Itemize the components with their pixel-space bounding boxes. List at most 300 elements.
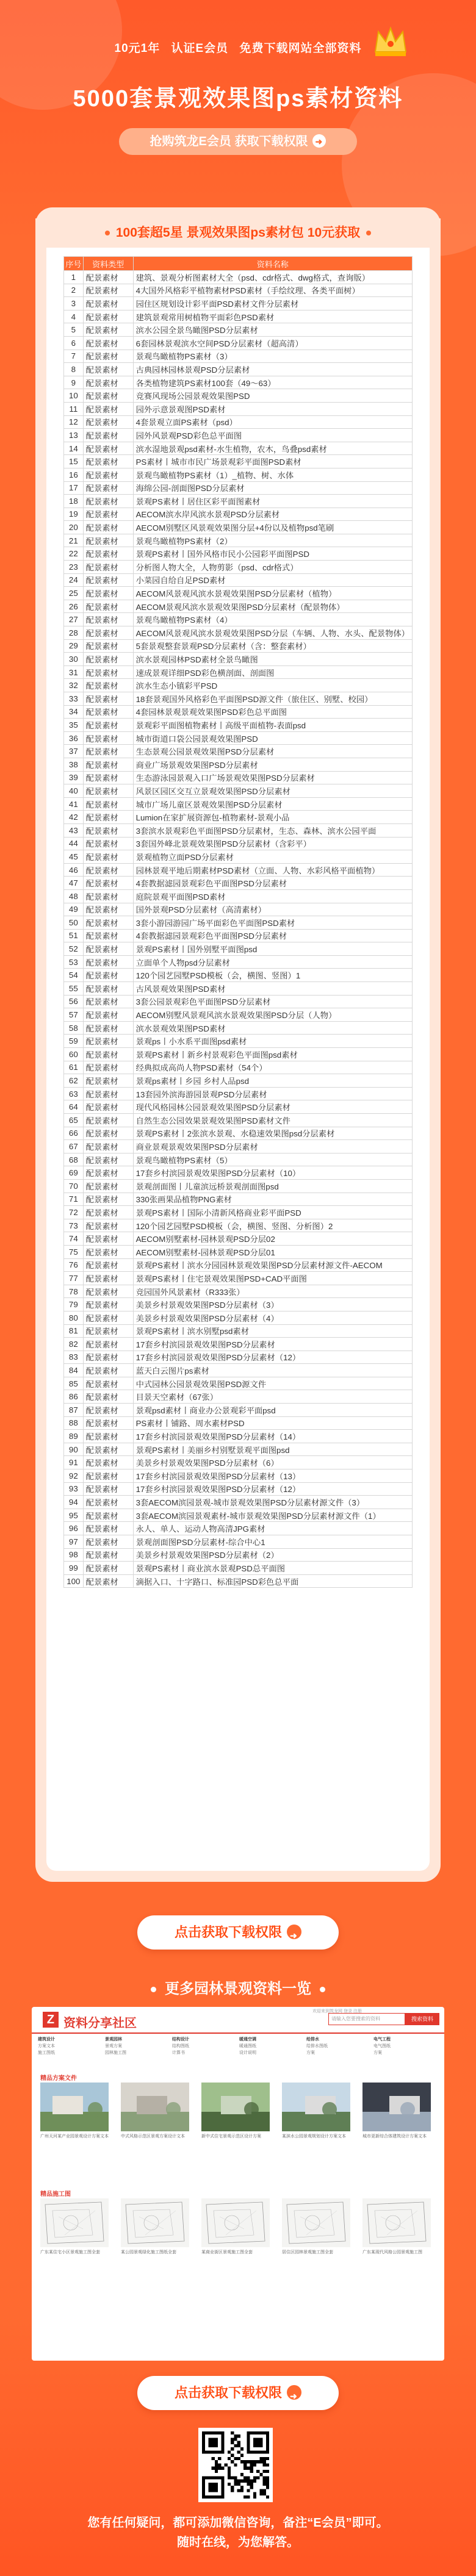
table-row xyxy=(64,1522,413,1535)
table-cell-name: AECOM滨水岸风滨水景观PSD分层素材 xyxy=(133,508,412,521)
table-row xyxy=(64,1574,413,1588)
table-body xyxy=(64,271,413,1588)
table-cell-index: 53 xyxy=(64,955,84,969)
site-nav-link[interactable]: 计算书 xyxy=(172,2051,185,2055)
table-cell-index: 62 xyxy=(64,1074,84,1088)
table-cell-type: 配景素材 xyxy=(83,1535,133,1549)
table-cell-name: 120个园艺园墅PSD模板（会，横图、竖图）1 xyxy=(133,969,412,982)
table-cell-type: 配景素材 xyxy=(83,1166,133,1180)
table-cell-type: 配景素材 xyxy=(83,1100,133,1114)
table-row xyxy=(64,1548,413,1562)
table-cell-index: 54 xyxy=(64,969,84,982)
site-search-button[interactable]: 搜索资料 xyxy=(405,2013,439,2025)
table-cell-type: 配景素材 xyxy=(83,1469,133,1483)
table-cell-index: 24 xyxy=(64,573,84,587)
table-row xyxy=(64,1404,413,1417)
table-cell-index: 29 xyxy=(64,639,84,653)
table-row xyxy=(64,336,413,350)
table-row xyxy=(64,1509,413,1522)
table-cell-name: 3套AECOM滨园景观素材-城市景观效果图PSD分层素材源文件（1） xyxy=(133,1509,412,1522)
table-cell-type: 配景素材 xyxy=(83,402,133,415)
table-cell-name: 景观鸟瞰植物PS素材（1）_植物、树、水体 xyxy=(133,468,412,481)
table-cell-name: 4套园林景观景观效果图PSD彩色总平面图 xyxy=(133,705,412,719)
site-nav-link[interactable]: 园林施工图 xyxy=(105,2051,126,2055)
table-cell-index: 80 xyxy=(64,1311,84,1324)
table-row xyxy=(64,363,413,376)
table-cell-name: 目景天空素材（67张） xyxy=(133,1390,412,1404)
table-cell-type: 配景素材 xyxy=(83,442,133,455)
table-row xyxy=(64,877,413,890)
hero-top-item: 认证E会员 xyxy=(171,42,229,55)
table-cell-index: 30 xyxy=(64,653,84,666)
table-cell-index: 31 xyxy=(64,666,84,679)
table-cell-name: 各类植物建筑PS素材100套（49～63） xyxy=(133,376,412,389)
table-cell-type: 配景素材 xyxy=(83,705,133,719)
table-row xyxy=(64,889,413,903)
table-row xyxy=(64,1324,413,1338)
table-row xyxy=(64,310,413,323)
table-cell-index: 3 xyxy=(64,297,84,310)
table-header-row xyxy=(64,257,413,271)
site-nav-link[interactable]: 景观方案 xyxy=(105,2044,122,2048)
table-cell-name: Lumion在家扩展资源包-植物素材-景观小品 xyxy=(133,811,412,824)
table-cell-index: 6 xyxy=(64,336,84,350)
project-thumbnail[interactable] xyxy=(362,2083,431,2131)
table-cell-type: 配景素材 xyxy=(83,1061,133,1074)
material-card-title-text: 100套超5星 景观效果图ps素材包 10元获取 xyxy=(115,226,361,240)
project-thumbnail[interactable] xyxy=(282,2083,350,2131)
table-cell-index: 37 xyxy=(64,745,84,758)
table-cell-type: 配景素材 xyxy=(83,731,133,745)
site-nav-column xyxy=(172,2036,233,2056)
arrow-right-icon xyxy=(287,2385,301,2400)
site-nav-column xyxy=(105,2036,166,2056)
table-cell-name: 17套乡村滨园景观效果图PSD分层素材（12） xyxy=(133,1351,412,1364)
table-cell-type: 配景素材 xyxy=(83,1272,133,1285)
table-cell-type: 配景素材 xyxy=(83,323,133,337)
drawing-thumbnail[interactable] xyxy=(362,2198,431,2247)
site-nav-link[interactable]: 方案 xyxy=(306,2051,315,2055)
thumbnail-caption[interactable]: 某公园景观绿化施工图纸全套 xyxy=(121,2250,176,2255)
table-cell-name: 17套乡村滨园景观效果图PSD分层素材（14） xyxy=(133,1430,412,1443)
table-cell-name: 景观PS素材丨居住区彩平面图素材 xyxy=(133,495,412,508)
table-cell-index: 49 xyxy=(64,903,84,916)
table-row xyxy=(64,784,413,798)
get-download-permission-button[interactable] xyxy=(137,1915,339,1950)
table-cell-name: 景观PS素材丨2张滨水景观、水稳速效果图psd分层素材 xyxy=(133,1127,412,1140)
table-cell-index: 43 xyxy=(64,823,84,837)
table-row xyxy=(64,495,413,508)
table-cell-type: 配景素材 xyxy=(83,1285,133,1298)
hero-buy-button[interactable] xyxy=(119,128,357,155)
table-cell-name: AECOM风景观风滨水景观效果图PSD分层（车辆、人物、水头、配景物体） xyxy=(133,626,412,640)
table-cell-index: 96 xyxy=(64,1522,84,1535)
table-cell-name: PS素材丨铺路、周水素材PSD xyxy=(133,1416,412,1430)
table-cell-index: 35 xyxy=(64,719,84,732)
table-row xyxy=(64,1496,413,1509)
table-row xyxy=(64,1298,413,1311)
table-row xyxy=(64,323,413,337)
table-row xyxy=(64,955,413,969)
table-row xyxy=(64,758,413,771)
table-cell-type: 配景素材 xyxy=(83,455,133,468)
table-cell-index: 42 xyxy=(64,811,84,824)
table-cell-index: 27 xyxy=(64,613,84,626)
table-cell-name: 园住区规划设计彩平面PSD素材文件分层素材 xyxy=(133,297,412,310)
footer-line: 您有任何疑问，都可添加微信咨询，备注“E会员”即可。 xyxy=(87,2516,389,2530)
table-cell-index: 68 xyxy=(64,1153,84,1166)
table-cell-name: 3套AECOM滨园景观-城市景观效果图PSD分层素材源文件（3） xyxy=(133,1496,412,1509)
table-row xyxy=(64,811,413,824)
table-cell-type: 配景素材 xyxy=(83,1496,133,1509)
table-row xyxy=(64,1364,413,1377)
table-cell-name: 美景乡村景观效果图PSD分层素材（2） xyxy=(133,1548,412,1562)
site-search-input[interactable]: 请输入您要搜索的资料 xyxy=(328,2013,405,2025)
project-thumbnail[interactable] xyxy=(121,2083,189,2131)
table-cell-type: 配景素材 xyxy=(83,653,133,666)
site-nav-heading[interactable]: 结构设计 xyxy=(172,2037,189,2042)
table-cell-type: 配景素材 xyxy=(83,1390,133,1404)
table-row xyxy=(64,797,413,811)
table-cell-name: 景观植物立面PSD分层素材 xyxy=(133,850,412,864)
table-cell-index: 56 xyxy=(64,995,84,1008)
table-cell-name: 生态景观公园景观效果图PSD分层素材 xyxy=(133,745,412,758)
table-cell-name: 现代风格园林公园景观效果图PSD分层素材 xyxy=(133,1100,412,1114)
drawing-thumbnail[interactable] xyxy=(282,2198,350,2247)
drawing-thumbnail[interactable] xyxy=(121,2198,189,2247)
table-cell-type: 配景素材 xyxy=(83,1153,133,1166)
table-cell-name: 3套小游园游园广场平面彩色平面图PSD素材 xyxy=(133,916,412,930)
table-row xyxy=(64,442,413,455)
site-nav-link[interactable]: 电气图纸 xyxy=(373,2044,391,2048)
table-row xyxy=(64,1311,413,1324)
table-cell-type: 配景素材 xyxy=(83,1258,133,1272)
site-logo-text: 资料分享社区 xyxy=(63,2017,137,2030)
table-cell-type: 配景素材 xyxy=(83,797,133,811)
table-row xyxy=(64,1035,413,1048)
dot-icon xyxy=(320,1987,325,1992)
table-cell-index: 61 xyxy=(64,1061,84,1074)
table-cell-index: 4 xyxy=(64,310,84,323)
table-cell-type: 配景素材 xyxy=(83,1482,133,1496)
footer-line: 随时在线，为您解答。 xyxy=(177,2536,299,2549)
table-cell-index: 67 xyxy=(64,1140,84,1153)
material-card-title xyxy=(35,218,441,248)
table-cell-index: 21 xyxy=(64,534,84,547)
table-cell-index: 75 xyxy=(64,1245,84,1258)
table-row xyxy=(64,1179,413,1193)
table-cell-name: 17套乡村滨园景观效果图PSD分层素材（13） xyxy=(133,1469,412,1483)
table-cell-index: 77 xyxy=(64,1272,84,1285)
table-cell-name: PS素材丨城市市民广场景观彩平面图PSD素材 xyxy=(133,455,412,468)
table-row xyxy=(64,534,413,547)
table-cell-index: 39 xyxy=(64,771,84,784)
table-cell-index: 78 xyxy=(64,1285,84,1298)
table-cell-name: 美景乡村景观效果图PSD分层素材（4） xyxy=(133,1311,412,1324)
table-cell-index: 45 xyxy=(64,850,84,864)
thumbnail-caption[interactable]: 广东某住宅小区景观施工图全套 xyxy=(40,2250,100,2255)
table-cell-type: 配景素材 xyxy=(83,942,133,956)
table-row xyxy=(64,1535,413,1549)
table-cell-name: 景观PS素材丨国际小清新风格商业彩平面PSD xyxy=(133,1206,412,1219)
table-cell-type: 配景素材 xyxy=(83,415,133,429)
project-thumbnail[interactable] xyxy=(201,2083,270,2131)
table-cell-name: 滨水公园全景鸟瞰图PSD分层素材 xyxy=(133,323,412,337)
table-cell-type: 配景素材 xyxy=(83,495,133,508)
table-cell-type: 配景素材 xyxy=(83,1298,133,1311)
table-cell-index: 58 xyxy=(64,1021,84,1035)
thumbnail-caption[interactable]: 居住区园林景观施工图全套 xyxy=(282,2250,333,2255)
table-row xyxy=(64,481,413,495)
table-cell-index: 71 xyxy=(64,1193,84,1206)
website-preview xyxy=(32,2007,444,2361)
table-cell-index: 7 xyxy=(64,350,84,363)
table-cell-type: 配景素材 xyxy=(83,1338,133,1351)
table-row xyxy=(64,929,413,942)
table-cell-index: 83 xyxy=(64,1351,84,1364)
table-cell-type: 配景素材 xyxy=(83,363,133,376)
table-row xyxy=(64,402,413,415)
table-cell-type: 配景素材 xyxy=(83,1351,133,1364)
table-row xyxy=(64,863,413,877)
table-row xyxy=(64,1193,413,1206)
site-section-title: 精品方案文件 xyxy=(40,2075,77,2082)
table-cell-name: AECOM别墅素材-园林景观PSD分层02 xyxy=(133,1232,412,1246)
site-nav-heading[interactable]: 电气工程 xyxy=(373,2037,391,2042)
table-cell-index: 73 xyxy=(64,1219,84,1232)
table-cell-type: 配景素材 xyxy=(83,376,133,389)
table-row xyxy=(64,745,413,758)
table-header-name: 资料名称 xyxy=(133,257,412,271)
table-row xyxy=(64,1338,413,1351)
hero-title: 5000套景观效果图ps素材资料 xyxy=(73,86,403,112)
site-nav-link[interactable]: 施工图纸 xyxy=(38,2051,55,2055)
table-cell-type: 配景素材 xyxy=(83,1522,133,1535)
table-cell-type: 配景素材 xyxy=(83,626,133,640)
table-cell-type: 配景素材 xyxy=(83,995,133,1008)
table-cell-index: 95 xyxy=(64,1509,84,1522)
table-cell-index: 94 xyxy=(64,1496,84,1509)
thumbnail-caption[interactable]: 某商业街区景观施工图全套 xyxy=(201,2250,253,2255)
table-row xyxy=(64,1456,413,1469)
table-cell-type: 配景素材 xyxy=(83,336,133,350)
site-nav-heading[interactable]: 给排水 xyxy=(306,2037,319,2042)
table-cell-name: 生态游泳园景观入口广场景观效果图PSD分层素材 xyxy=(133,771,412,784)
site-nav-column xyxy=(373,2036,435,2056)
table-row xyxy=(64,942,413,956)
table-cell-name: 商业景观景观效果图PSD分层素材 xyxy=(133,1140,412,1153)
table-row xyxy=(64,626,413,640)
table-header-type: 资料类型 xyxy=(83,257,133,271)
table-row xyxy=(64,1469,413,1483)
site-nav-link[interactable]: 结构图纸 xyxy=(172,2044,189,2048)
table-cell-type: 配景素材 xyxy=(83,1324,133,1338)
table-cell-index: 90 xyxy=(64,1443,84,1456)
table-cell-type: 配景素材 xyxy=(83,1140,133,1153)
table-cell-type: 配景素材 xyxy=(83,297,133,310)
table-row xyxy=(64,1232,413,1246)
site-nav-link[interactable]: 暖通图纸 xyxy=(239,2044,256,2048)
table-cell-name: 经典拟成高尚人物PSD素材（54个） xyxy=(133,1061,412,1074)
table-cell-type: 配景素材 xyxy=(83,823,133,837)
table-cell-type: 配景素材 xyxy=(83,310,133,323)
site-nav-link[interactable]: 方案 xyxy=(373,2051,382,2055)
table-row xyxy=(64,573,413,587)
table-row xyxy=(64,1074,413,1088)
table-cell-index: 15 xyxy=(64,455,84,468)
table-cell-index: 69 xyxy=(64,1166,84,1180)
table-cell-name: 3套滨水景观彩色平面图PSD分层素材，生态、森林、滨水公园平面 xyxy=(133,823,412,837)
table-cell-name: 景观剖面图PSD分层素材-综合中心1 xyxy=(133,1535,412,1549)
site-nav-link[interactable]: 设计说明 xyxy=(239,2051,256,2055)
table-row xyxy=(64,1351,413,1364)
table-cell-index: 19 xyxy=(64,508,84,521)
table-cell-name: 景观PS素材丨新乡村景观彩色平面图psd素材 xyxy=(133,1048,412,1061)
table-row xyxy=(64,1206,413,1219)
table-cell-index: 86 xyxy=(64,1390,84,1404)
table-cell-type: 配景素材 xyxy=(83,889,133,903)
table-cell-name: 17套乡村滨园景观效果图PSD分层素材（10） xyxy=(133,1166,412,1180)
table-row xyxy=(64,639,413,653)
table-cell-type: 配景素材 xyxy=(83,1232,133,1246)
table-cell-index: 66 xyxy=(64,1127,84,1140)
drawing-thumbnail[interactable] xyxy=(40,2198,109,2247)
table-cell-index: 99 xyxy=(64,1562,84,1575)
table-cell-type: 配景素材 xyxy=(83,1311,133,1324)
table-cell-name: 永人、单人、运动人物高清JPG素材 xyxy=(133,1522,412,1535)
table-cell-name: 分析图人物大全，人物剪影（psd、cdr格式） xyxy=(133,561,412,574)
table-row xyxy=(64,1430,413,1443)
table-row xyxy=(64,1021,413,1035)
table-cell-index: 41 xyxy=(64,797,84,811)
table-cell-type: 配景素材 xyxy=(83,561,133,574)
table-cell-name: 4套教据滤园景观彩色平面图PSD分层素材 xyxy=(133,877,412,890)
table-cell-type: 配景素材 xyxy=(83,745,133,758)
site-nav-link[interactable]: 给排水图纸 xyxy=(306,2044,328,2048)
table-row xyxy=(64,1416,413,1430)
table-cell-type: 配景素材 xyxy=(83,982,133,996)
thumbnail-caption[interactable]: 城市更新综合体建筑设计方案文本 xyxy=(362,2134,427,2139)
table-cell-index: 60 xyxy=(64,1048,84,1061)
thumbnail-caption[interactable]: 广州天河某产业园景观设计方案文本 xyxy=(40,2134,109,2139)
table-row xyxy=(64,389,413,403)
table-cell-type: 配景素材 xyxy=(83,468,133,481)
table-cell-name: 滨水湿地景观psd素材-水生植物，农木，鸟叠psd素材 xyxy=(133,442,412,455)
site-nav-heading[interactable]: 建筑设计 xyxy=(38,2037,55,2042)
table-row xyxy=(64,455,413,468)
table-cell-name: 城市街道口袋公园景观效果图PSD xyxy=(133,731,412,745)
get-download-permission-button[interactable] xyxy=(137,2376,339,2410)
table-cell-index: 13 xyxy=(64,429,84,442)
table-cell-type: 配景素材 xyxy=(83,1179,133,1193)
table-cell-name: 国外景观PSD分层素材（高清素材） xyxy=(133,903,412,916)
table-cell-type: 配景素材 xyxy=(83,811,133,824)
table-cell-name: AECOM景观风滨水景观效果图PSD分层素材（配景物体） xyxy=(133,600,412,613)
table-cell-name: 自然生态公园效果景观效果图PSD素材文件 xyxy=(133,1114,412,1127)
table-row xyxy=(64,376,413,389)
table-row xyxy=(64,1048,413,1061)
table-cell-index: 65 xyxy=(64,1114,84,1127)
table-cell-name: 景观PS素材丨美丽乡村别墅景观平面图psd xyxy=(133,1443,412,1456)
hero-buy-button-label: 抢购筑龙E会员 获取下载权限 xyxy=(150,135,308,148)
table-cell-name: 庭院景观平面图PSD素材 xyxy=(133,889,412,903)
table-cell-type: 配景素材 xyxy=(83,666,133,679)
table-cell-type: 配景素材 xyxy=(83,639,133,653)
table-cell-name: 中式园林公园景观效果图PSD源文件 xyxy=(133,1377,412,1390)
site-nav-heading[interactable]: 暖通空调 xyxy=(239,2037,256,2042)
table-cell-name: 蓝天白云图片ps素材 xyxy=(133,1364,412,1377)
table-row xyxy=(64,731,413,745)
table-cell-name: 竞赛风现场公园景观效果图PSD xyxy=(133,389,412,403)
table-cell-name: 17套乡村滨园景观效果图PSD分层素材 xyxy=(133,1338,412,1351)
dot-icon xyxy=(105,231,110,235)
table-cell-name: 景观彩平面图植物素材丨高级平面植物-表面psd xyxy=(133,719,412,732)
thumbnail-caption[interactable]: 中式风格示范区景观方案设计文本 xyxy=(121,2134,185,2139)
table-cell-index: 11 xyxy=(64,402,84,415)
table-cell-index: 82 xyxy=(64,1338,84,1351)
table-row xyxy=(64,969,413,982)
table-cell-type: 配景素材 xyxy=(83,521,133,534)
site-nav-link[interactable]: 方案文本 xyxy=(38,2044,55,2048)
table-row xyxy=(64,415,413,429)
table-cell-type: 配景素材 xyxy=(83,1048,133,1061)
project-thumbnail[interactable] xyxy=(40,2083,109,2131)
footer-text xyxy=(0,2513,476,2552)
table-cell-type: 配景素材 xyxy=(83,1008,133,1022)
table-row xyxy=(64,1272,413,1285)
table-row xyxy=(64,823,413,837)
table-cell-index: 50 xyxy=(64,916,84,930)
table-cell-name: 18套景观国外风格彩色平面图PSD源文件（旅住区、别墅、校园） xyxy=(133,692,412,706)
site-nav-heading[interactable]: 景观园林 xyxy=(105,2037,122,2042)
table-cell-name: 景观PS素材丨滨水分园园林景观效果图PSD分层素材源文件-AECOM xyxy=(133,1258,412,1272)
table-row xyxy=(64,1061,413,1074)
table-cell-index: 34 xyxy=(64,705,84,719)
table-row xyxy=(64,679,413,692)
table-cell-name: 滨水景观园林PSD素材全景鸟瞰图 xyxy=(133,653,412,666)
thumbnail-caption[interactable]: 广东某现代风格公园景观施工图 xyxy=(362,2250,422,2255)
table-cell-index: 91 xyxy=(64,1456,84,1469)
table-row xyxy=(64,903,413,916)
table-cell-index: 23 xyxy=(64,561,84,574)
table-cell-name: 景观PS素材丨国外风格市民小公园彩平面图PSD xyxy=(133,547,412,561)
table-row xyxy=(64,1100,413,1114)
website-header xyxy=(32,2007,444,2034)
table-row xyxy=(64,1377,413,1390)
table-row xyxy=(64,1153,413,1166)
table-cell-type: 配景素材 xyxy=(83,1430,133,1443)
table-row xyxy=(64,271,413,284)
table-cell-name: 滴据入口、十字路口、标准园PSD彩色总平面 xyxy=(133,1574,412,1588)
table-cell-type: 配景素材 xyxy=(83,1548,133,1562)
thumbnail-caption[interactable]: 新中式住宅景观示范区设计方案 xyxy=(201,2134,261,2139)
table-cell-type: 配景素材 xyxy=(83,1206,133,1219)
table-cell-type: 配景素材 xyxy=(83,1456,133,1469)
table-cell-name: 美景乡村景观效果图PSD分层素材（3） xyxy=(133,1298,412,1311)
table-cell-type: 配景素材 xyxy=(83,863,133,877)
table-row xyxy=(64,561,413,574)
table-cell-name: 景观剖面图丨儿童滨远桥景观剖面图psd xyxy=(133,1179,412,1193)
table-cell-index: 88 xyxy=(64,1416,84,1430)
table-cell-type: 配景素材 xyxy=(83,284,133,297)
table-cell-name: 景观PS素材丨国外别墅平面图psd xyxy=(133,942,412,956)
thumbnail-caption[interactable]: 某滨水公园景观规划设计方案文本 xyxy=(282,2134,346,2139)
table-cell-name: 滨水景观效果图PSD素材 xyxy=(133,1021,412,1035)
drawing-thumbnail[interactable] xyxy=(201,2198,270,2247)
table-cell-type: 配景素材 xyxy=(83,1035,133,1048)
table-cell-name: 景观鸟瞰植物PS素材（2） xyxy=(133,534,412,547)
hero-top-item: 免费下载网站全部资料 xyxy=(239,42,362,55)
